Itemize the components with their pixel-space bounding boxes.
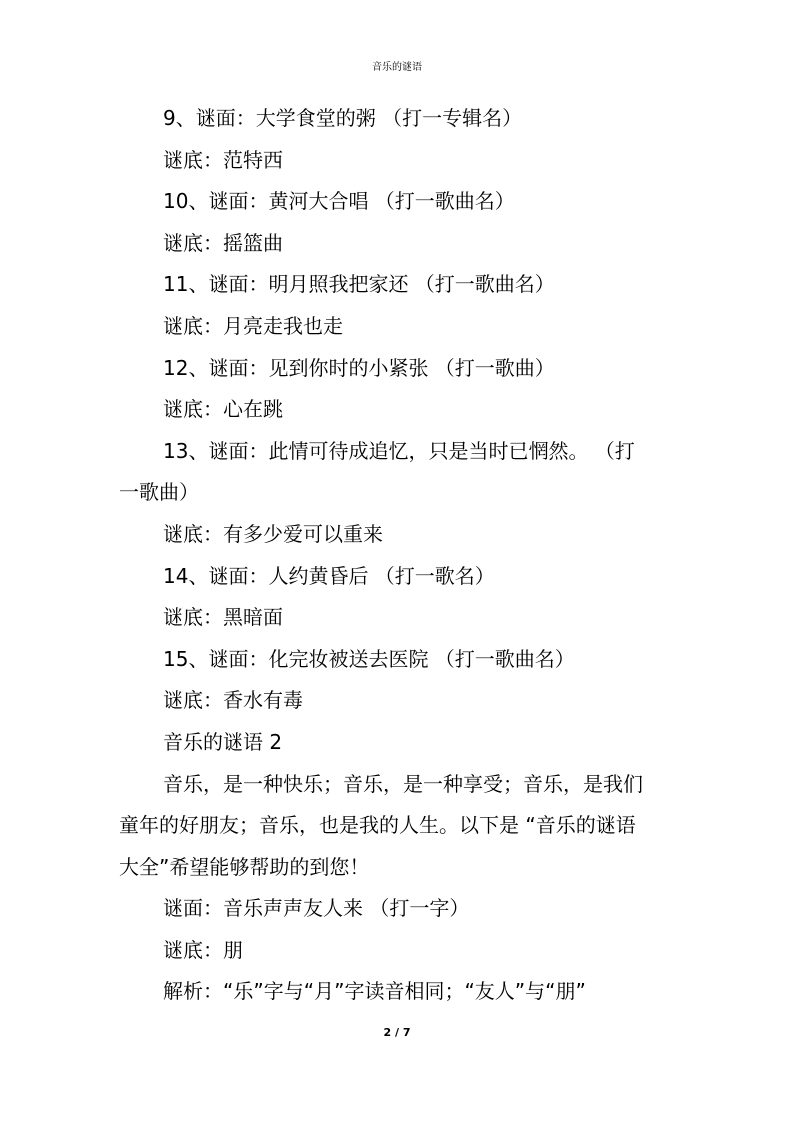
riddle-12-question: 12、谜面：见到你时的小紧张 （打一歌曲） (163, 355, 555, 380)
riddle-12-answer: 谜底：心在跳 (163, 397, 283, 422)
riddle-11-answer: 谜底：月亮走我也走 (163, 313, 343, 338)
riddle-14-answer: 谜底：黑暗面 (163, 605, 283, 630)
intro-paragraph-line-2: 童年的好朋友；音乐，也是我的人生。以下是 “音乐的谜语 (119, 813, 636, 838)
riddle-9-question: 9、谜面：大学食堂的粥 （打一专辑名） (163, 106, 523, 130)
riddle-9-answer: 谜底：范特西 (163, 147, 283, 172)
riddle-13-answer: 谜底：有多少爱可以重来 (163, 521, 383, 546)
riddle-13-question-continued: 一歌曲） (119, 480, 199, 505)
section-heading: 音乐的谜语 2 (163, 729, 283, 754)
riddle-explanation: 解析：“乐”字与“月”字读音相同；“友人”与“朋” (163, 979, 586, 1004)
page-number: 2 / 7 (383, 1026, 411, 1039)
riddle-13-question: 13、谜面：此情可待成追忆，只是当时已惘然。 （打 (163, 438, 635, 463)
riddle-10-question: 10、谜面：黄河大合唱 （打一歌曲名） (163, 189, 515, 214)
riddle-10-answer: 谜底：摇篮曲 (163, 230, 283, 255)
intro-paragraph-line-3: 大全”希望能够帮助的到您！ (119, 854, 370, 879)
document-body (119, 98, 675, 1013)
riddle-answer: 谜底：朋 (163, 937, 243, 962)
intro-paragraph-line-1: 音乐，是一种快乐；音乐，是一种享受；音乐，是我们 (163, 771, 643, 796)
riddle-15-question: 15、谜面：化完妆被送去医院 （打一歌曲名） (163, 646, 575, 671)
page-header: 音乐的谜语 (372, 62, 422, 73)
riddle-15-answer: 谜底：香水有毒 (163, 688, 303, 713)
riddle-question: 谜面：音乐声声友人来 （打一字） (163, 896, 470, 921)
riddle-11-question: 11、谜面：明月照我把家还 （打一歌曲名） (163, 272, 555, 297)
riddle-14-question: 14、谜面：人约黄昏后 （打一歌名） (163, 563, 495, 588)
